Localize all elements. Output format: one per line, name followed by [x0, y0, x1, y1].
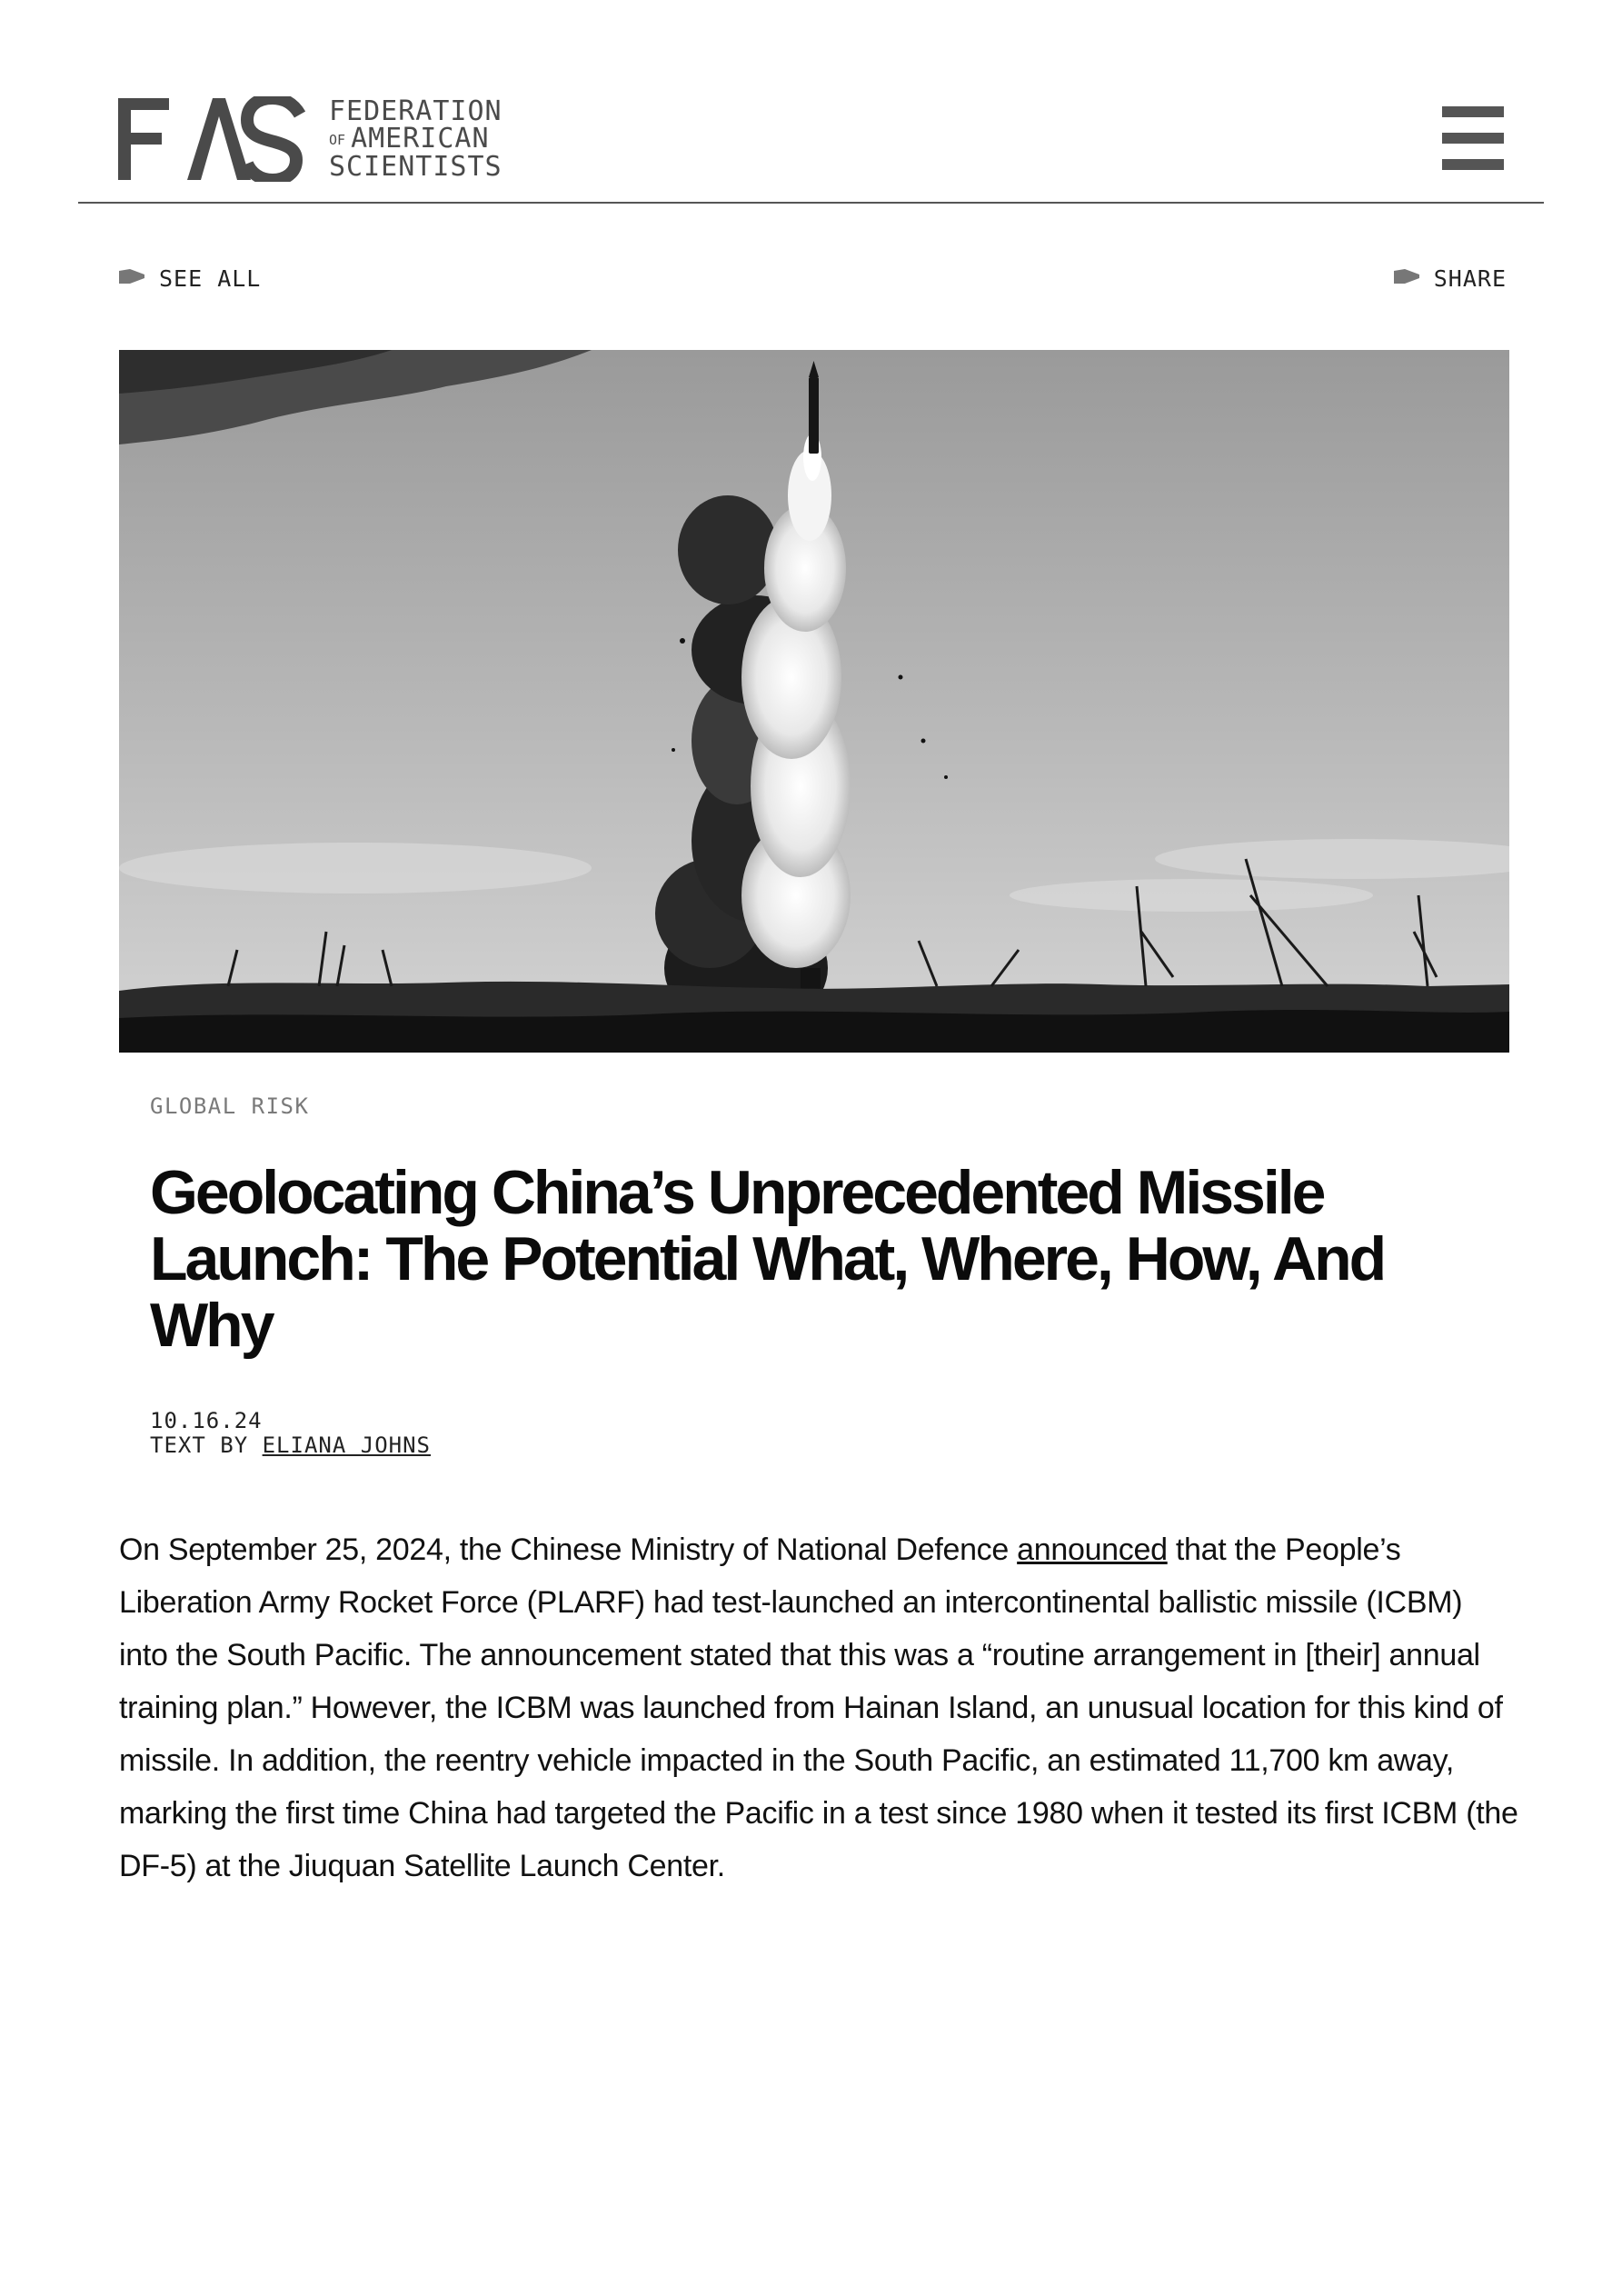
article-body-paragraph — [119, 1523, 1518, 1892]
hamburger-icon — [1442, 106, 1504, 117]
body-text-after: that the People’s Liberation Army Rocket Force (PLARF) had test-launched an intercontinental ballistic missile (ICBM) into the South Pacific. The announcement stated that this was a “routine arrangement in [their] annual training plan.” However, the ICBM was launched from Hainan Island, an unusual location for this kind of missile. In addition, the reentry vehicle impacted in the South Pacific, an estimated 11,700 km away, marking the first time China had targeted the Pacific in a test since 1980 when it tested its first ICBM (the DF-5) at the Jiuquan Satellite Launch Center. — [119, 1532, 1518, 1883]
fas-logo[interactable] — [118, 96, 503, 182]
logo-line-2-word: AMERICAN — [351, 122, 490, 155]
flag-icon — [119, 269, 144, 289]
share-link[interactable] — [1394, 265, 1507, 292]
body-text-before: On September 25, 2024, the Chinese Ministry of National Defence — [119, 1532, 1018, 1567]
author-link[interactable]: ELIANA JOHNS — [262, 1433, 431, 1458]
logo-line-1: FEDERATION — [329, 95, 503, 127]
hero-image — [119, 350, 1509, 1053]
see-all-label: SEE ALL — [159, 265, 262, 292]
share-label: SHARE — [1433, 265, 1507, 292]
hamburger-icon-bar-3 — [1442, 159, 1504, 170]
hamburger-icon-bar-2 — [1442, 133, 1504, 144]
menu-button[interactable] — [1442, 106, 1504, 170]
article-category[interactable]: GLOBAL RISK — [150, 1093, 310, 1119]
missile-launch-photo — [119, 350, 1509, 1053]
missile-shape — [809, 361, 819, 454]
fas-logo-mark — [118, 96, 305, 182]
logo-line-3: SCIENTISTS — [329, 150, 503, 183]
byline-prefix: TEXT BY — [150, 1433, 249, 1458]
logo-wordmark — [329, 95, 503, 183]
site-header — [78, 0, 1544, 204]
article-date: 10.16.24 — [150, 1408, 263, 1433]
see-all-link[interactable] — [119, 265, 261, 292]
logo-of: OF — [329, 131, 346, 148]
article-title: Geolocating China’s Unprecedented Missile Launch: The Potential What, Where, How, And Why — [150, 1158, 1385, 1360]
flag-icon — [1394, 269, 1419, 289]
announced-link[interactable]: announced — [1017, 1532, 1168, 1567]
article-meta — [150, 1409, 431, 1458]
article-byline — [150, 1433, 431, 1458]
logo-line-2 — [329, 122, 503, 155]
